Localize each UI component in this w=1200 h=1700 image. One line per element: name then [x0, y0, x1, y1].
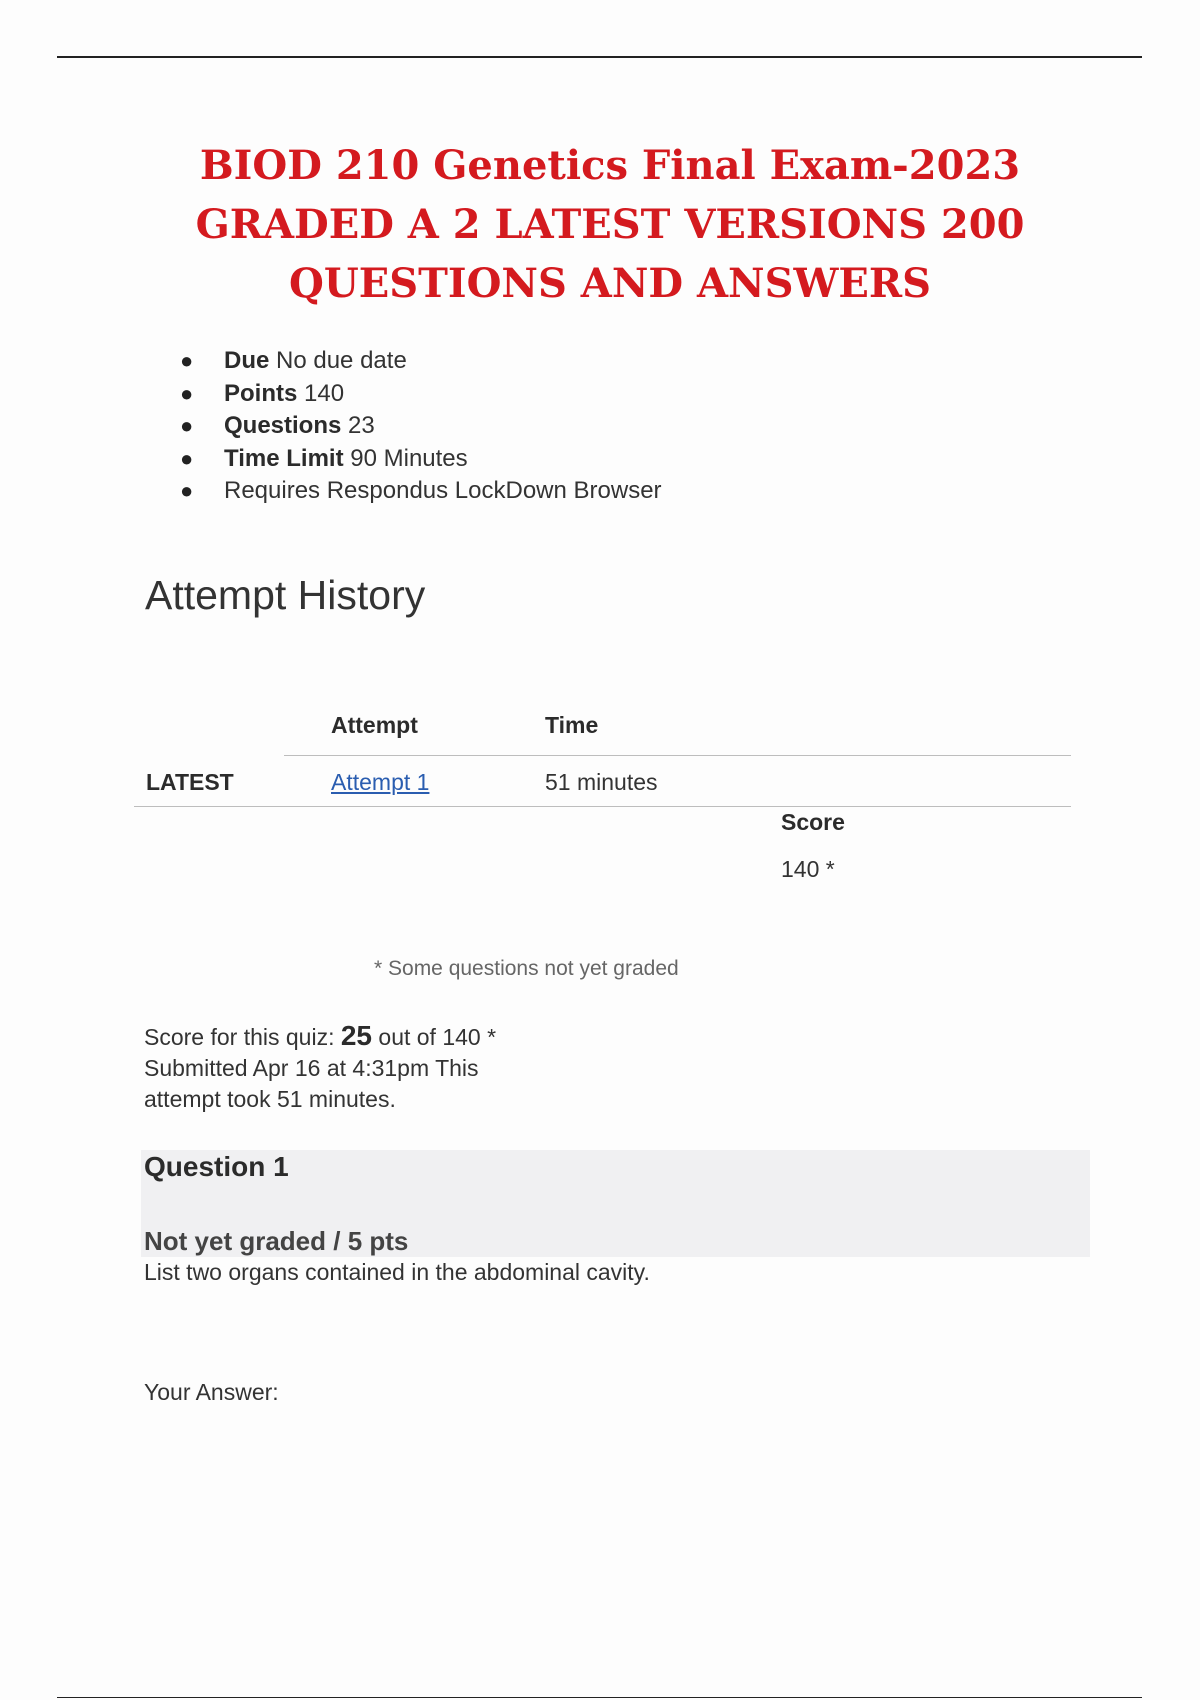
detail-value: Requires Respondus LockDown Browser	[224, 477, 662, 504]
detail-label: Questions	[224, 412, 342, 439]
header-divider	[284, 755, 1071, 756]
quiz-score-summary	[144, 1020, 496, 1115]
grading-footnote: * Some questions not yet graded	[374, 957, 679, 980]
top-rule	[57, 56, 1142, 58]
question-text: List two organs contained in the abdominal cavity.	[144, 1259, 650, 1285]
attempt-history-heading: Attempt History	[145, 572, 426, 618]
detail-lockdown-browser	[180, 475, 662, 508]
attempt-score: 140 *	[781, 856, 835, 882]
duration-line: attempt took 51 minutes.	[144, 1086, 396, 1112]
detail-value: 140	[304, 379, 345, 407]
column-header-score: Score	[781, 809, 845, 835]
detail-label: Due	[224, 347, 270, 374]
score-suffix: out of 140 *	[378, 1024, 497, 1050]
detail-label: Points	[224, 379, 298, 407]
your-answer-label: Your Answer:	[144, 1379, 279, 1405]
column-header-attempt: Attempt	[331, 712, 418, 738]
detail-value: No due date	[276, 347, 407, 374]
bullet-icon: ●	[180, 445, 194, 471]
quiz-details-list	[180, 345, 662, 508]
document-title: BIOD 210 Genetics Final Exam-2023 GRADED A 2 LATEST VERSIONS 200 QUESTIONS AND ANSWERS	[195, 142, 1025, 307]
attempt-link[interactable]: Attempt 1	[331, 769, 430, 795]
detail-time-limit	[180, 443, 662, 476]
column-header-time: Time	[545, 712, 599, 738]
bullet-icon: ●	[180, 478, 194, 503]
attempt-time: 51 minutes	[545, 769, 658, 795]
detail-label: Time Limit	[224, 444, 344, 472]
score-prefix: Score for this quiz:	[144, 1024, 335, 1050]
detail-questions	[180, 410, 662, 443]
question-title: Question 1	[144, 1151, 289, 1182]
score-value: 25	[340, 1020, 373, 1051]
detail-value: 90 Minutes	[350, 444, 468, 472]
row-divider	[134, 806, 1071, 807]
bullet-icon: ●	[180, 413, 194, 438]
score-line	[144, 1020, 496, 1053]
detail-value: 23	[348, 412, 375, 439]
detail-due	[180, 345, 662, 378]
bottom-rule	[57, 1697, 1142, 1698]
detail-points	[180, 378, 662, 411]
attempt-status: LATEST	[146, 769, 234, 795]
bullet-icon: ●	[180, 348, 194, 373]
submitted-line: Submitted Apr 16 at 4:31pm This	[144, 1055, 479, 1081]
question-status: Not yet graded / 5 pts	[144, 1226, 409, 1256]
bullet-icon: ●	[180, 380, 194, 406]
